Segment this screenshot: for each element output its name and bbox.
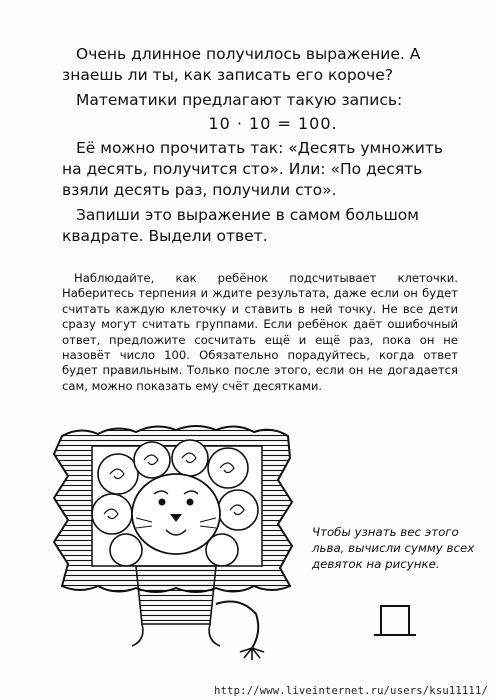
parent-note: Наблюдайте, как ребёнок подсчитывает клеточки. Наберитесь терпения и ждите результата, даже если он будет считать каждую клеточку и ставить в ней точку. Не все дети сразу могут считать группами. Если ребёнок даёт ошибочный ответ, предложите сосчитать ещё и ещё раз, пока он не назовёт число 100. Обязательно порадуйтесь, когда ответ будет правильным. Только после этого, если он не догадается сам, можно показать ему счёт десятками. — [62, 271, 458, 393]
lion-tail — [216, 602, 258, 648]
paragraph-how-to-read: Её можно прочитать так: «Десять умножить на десять, получится сто». Или: «По десять взяли десять раз, получили сто». — [62, 139, 444, 199]
paragraph-long-expression: Очень длинное получилось выражение. А знаешь ли ты, как записать его короче? — [62, 45, 421, 84]
lion-eye-right — [187, 499, 194, 506]
multiplication-formula: 10 · 10 = 100. — [208, 114, 338, 133]
lion-eye-left — [159, 499, 166, 506]
paragraph-task: Запиши это выражение в самом большом квадрате. Выдели ответ. — [62, 206, 419, 245]
watermark-url: http://www.liveinternet.ru/users/ksu11111/ — [214, 685, 488, 697]
lion-body — [136, 566, 216, 624]
lion-illustration — [40, 418, 310, 664]
lion-caption: Чтобы узнать вес этого льва, вычисли сумму всех девяток на рисунке. — [312, 525, 475, 571]
main-text-block — [62, 44, 462, 247]
answer-box[interactable] — [380, 605, 410, 635]
answer-box-base — [374, 634, 416, 636]
paragraph-mathematicians: Математики предлагают такую запись: — [76, 91, 403, 109]
